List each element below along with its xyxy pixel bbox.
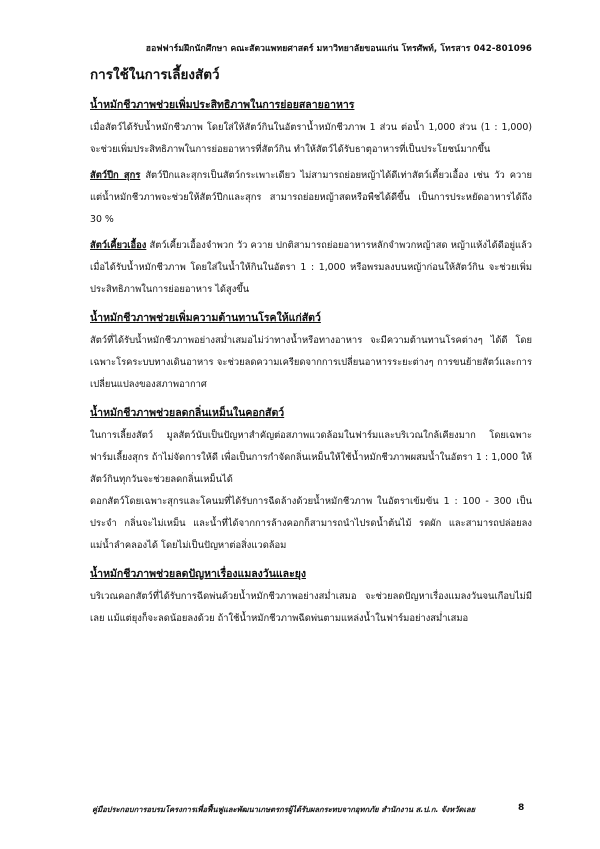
paragraph	[90, 425, 532, 491]
paragraph-text: บริเวณคอกสัตว์ที่ได้รับการฉีดพ่นด้วยน้ำหมักชีวภาพอย่างสม่ำเสมอ จะช่วยลดปัญหาเรื่องแมลงวันจนเกือบไม่มีเลย แม้แต่ยุงก็จะลดน้อยลงด้วย ถ้าใช้น้ำหมักชีวภาพฉีดพ่นตามแหล่งน้ำในฟาร์มอย่างสม่ำเสมอ	[90, 591, 532, 624]
paragraph-text: ในการเลี้ยงสัตว์ มูลสัตว์นับเป็นปัญหาสำคัญต่อสภาพแวดล้อมในฟาร์มและบริเวณใกล้เคียงมาก โดยเฉพาะฟาร์มเลี้ยงสุกร ถ้าไม่จัดการให้ดี เพื่อเป็นการกำจัดกลิ่นเหม็นให้ใช้น้ำหมักชีวภาพผสมน้ำในอัตรา 1 : 1,000 ให้สัตว์กินทุกวันจะช่วยลดกลิ่นเหม็นได้	[90, 430, 532, 485]
paragraph	[90, 586, 532, 630]
paragraph-text: สัตว์ปีกและสุกรเป็นสัตว์กระเพาะเดียว ไม่สามารถย่อยหญ้าได้ดีเท่าสัตว์เคี้ยวเอื้อง เช่น วัว ควาย แต่น้ำหมักชีวภาพจะช่วยให้สัตว์ปีกและสุกร สามารถย่อยหญ้าสดหรือพืชได้ดีขึ้น เป็นการประหยัดอาหารได้ถึง 30 %	[90, 170, 532, 225]
page-footer: คู่มือประกอบการอบรมโครงการเพื่อฟื้นฟูและพัฒนาเกษตรกรผู้ได้รับผลกระทบจากอุทกภัย สำนักงาน ส.ป.ก. จังหวัดเลย	[92, 805, 476, 814]
section-heading: น้ำหมักชีวภาพช่วยลดกลิ่นเหม็นในคอกสัตว์	[90, 407, 285, 419]
page-header: ฮอฟฟาร์มฝึกนักศึกษา คณะสัตวแพทยศาสตร์ มหาวิทยาลัยขอนแก่น โทรศัพท์, โทรสาร 042-801096	[145, 44, 532, 54]
section-digestion	[90, 98, 532, 301]
paragraph-text: เมื่อสัตว์ได้รับน้ำหมักชีวภาพ โดยใส่ให้สัตว์กินในอัตราน้ำหมักชีวภาพ 1 ส่วน ต่อน้ำ 1,000 ส่วน (1 : 1,000) จะช่วยเพิ่มประสิทธิภาพในการย่อยอาหารที่สัตว์กิน ทำให้สัตว์ได้รับธาตุอาหารที่เป็นประโยชน์มากขึ้น	[90, 122, 532, 155]
paragraph-text: ดอกสัตว์โดยเฉพาะสุกรและโคนมที่ได้รับการฉีดล้างด้วยน้ำหมักชีวภาพ ในอัตราเข้มข้น 1 : 100 - 300 เป็นประจำ กลิ่นจะไม่เหม็น และน้ำที่ได้จากการล้างคอกก็สามารถนำไปรดน้ำต้นไม้ รดผัก และสามารถปล่อยลงแม่น้ำลำคลองได้ โดยไม่เป็นปัญหาต่อสิ่งแวดล้อม	[90, 496, 532, 551]
paragraph	[90, 165, 532, 231]
main-content	[90, 66, 532, 640]
section-heading: น้ำหมักชีวภาพช่วยเพิ่มประสิทธิภาพในการย่อยสลายอาหาร	[90, 99, 355, 111]
paragraph	[90, 235, 532, 301]
paragraph-lead: สัตว์ปีก สุกร	[90, 170, 141, 181]
paragraph	[90, 117, 532, 161]
section-heading: น้ำหมักชีวภาพช่วยลดปัญหาเรื่องแมลงวันและยุง	[90, 568, 306, 580]
paragraph	[90, 491, 532, 557]
section-insect-reduction	[90, 567, 532, 630]
paragraph	[90, 330, 532, 396]
paragraph-text: สัตว์ที่ได้รับน้ำหมักชีวภาพอย่างสม่ำเสมอไม่ว่าทางน้ำหรือทางอาหาร จะมีความต้านทานโรคต่างๆ ได้ดี โดยเฉพาะโรคระบบทางเดินอาหาร จะช่วยลดความเครียดจากการเปลี่ยนอาหารระยะต่างๆ การขนย้ายสัตว์และการเปลี่ยนแปลงของสภาพอากาศ	[90, 335, 532, 390]
page-number: 8	[518, 803, 525, 813]
section-odor-reduction	[90, 406, 532, 557]
paragraph-lead: สัตว์เคี้ยวเอื้อง	[90, 240, 147, 251]
page-title: การใช้ในการเลี้ยงสัตว์	[90, 67, 220, 83]
section-disease-resistance	[90, 311, 532, 396]
section-heading: น้ำหมักชีวภาพช่วยเพิ่มความต้านทานโรคให้แก่สัตว์	[90, 312, 321, 324]
paragraph-text: สัตว์เคี้ยวเอื้องจำพวก วัว ควาย ปกติสามารถย่อยอาหารหลักจำพวกหญ้าสด หญ้าแห้งได้ดีอยู่แล้ว เมื่อได้รับน้ำหมักชีวภาพ โดยใส่ในน้ำให้กินในอัตรา 1 : 1,000 หรือพรมลงบนหญ้าก่อนให้สัตว์กิน จะช่วยเพิ่มประสิทธิภาพในการย่อยอาหาร ได้สูงขึ้น	[90, 240, 532, 295]
